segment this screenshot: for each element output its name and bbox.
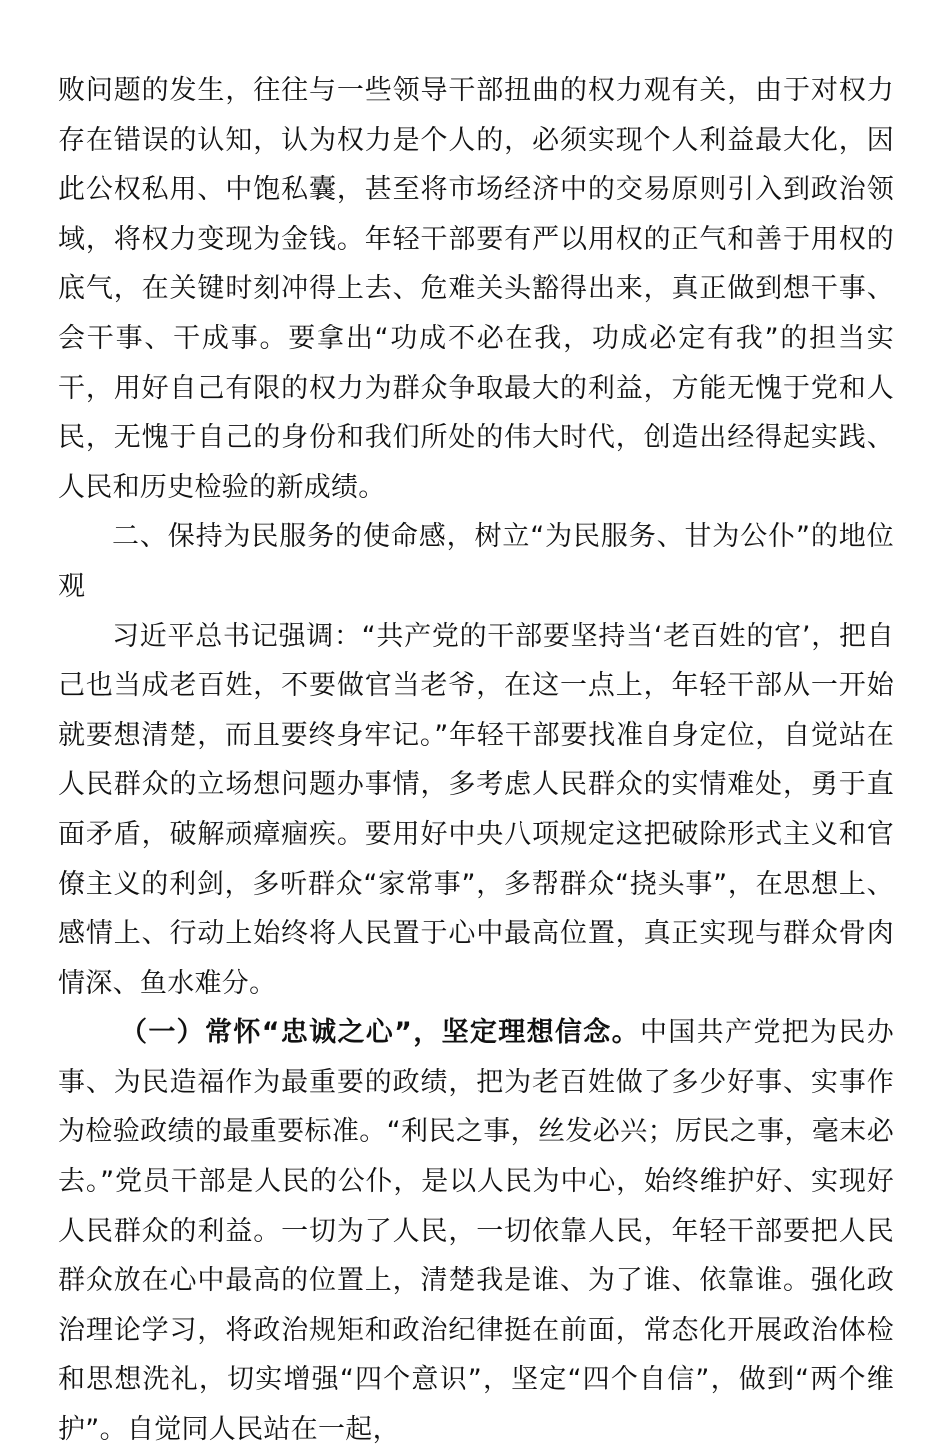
- subsection-heading: （一）常怀“忠诚之心”，坚定理想信念。: [120, 1017, 640, 1049]
- subsection-body: 中国共产党把为民办事、为民造福作为最重要的政绩，把为老百姓做了多少好事、实事作为检验政绩的最重要标准。“利民之事，丝发必兴；厉民之事，毫末必去。”党员干部是人民的公仆，是以人民为中心，始终维护好、实现好人民群众的利益。一切为了人民，一切依靠人民，年轻干部要把人民群众放在心中最高的位置上，清楚我是谁、为了谁、依靠谁。强化政治理论学习，将政治规矩和政治纪律挺在前面，常态化开展政治体检和思想洗礼，切实增强“四个意识”，坚定“四个自信”，做到“两个维护”。自觉同人民站在一起，: [58, 1017, 894, 1446]
- document-page: [58, 66, 894, 1455]
- paragraph-quote: 习近平总书记强调：“共产党的干部要坚持当‘老百姓的官’，把自己也当成老百姓，不要做官当老爷，在这一点上，年轻干部从一开始就要想清楚，而且要终身牢记。”年轻干部要找准自身定位，自觉站在人民群众的立场想问题办事情，多考虑人民群众的实情难处，勇于直面矛盾，破解顽瘴痼疾。要用好中央八项规定这把破除形式主义和官僚主义的利剑，多听群众“家常事”，多帮群众“挠头事”，在思想上、感情上、行动上始终将人民置于心中最高位置，真正实现与群众骨肉情深、鱼水难分。: [58, 620, 894, 999]
- paragraph-continuation: 败问题的发生，往往与一些领导干部扭曲的权力观有关，由于对权力存在错误的认知，认为权力是个人的，必须实现个人利益最大化，因此公权私用、中饱私囊，甚至将市场经济中的交易原则引入到政治领域，将权力变现为金钱。年轻干部要有严以用权的正气和善于用权的底气，在关键时刻冲得上去、危难关头豁得出来，真正做到想干事、会干事、干成事。要拿出“功成不必在我，功成必定有我”的担当实干，用好自己有限的权力为群众争取最大的利益，方能无愧于党和人民，无愧于自己的身份和我们所处的伟大时代，创造出经得起实践、人民和历史检验的新成绩。: [58, 75, 894, 503]
- section-heading: 二、保持为民服务的使命感，树立“为民服务、甘为公仆”的地位观: [58, 521, 894, 602]
- paragraph-subsection: [58, 1008, 894, 1454]
